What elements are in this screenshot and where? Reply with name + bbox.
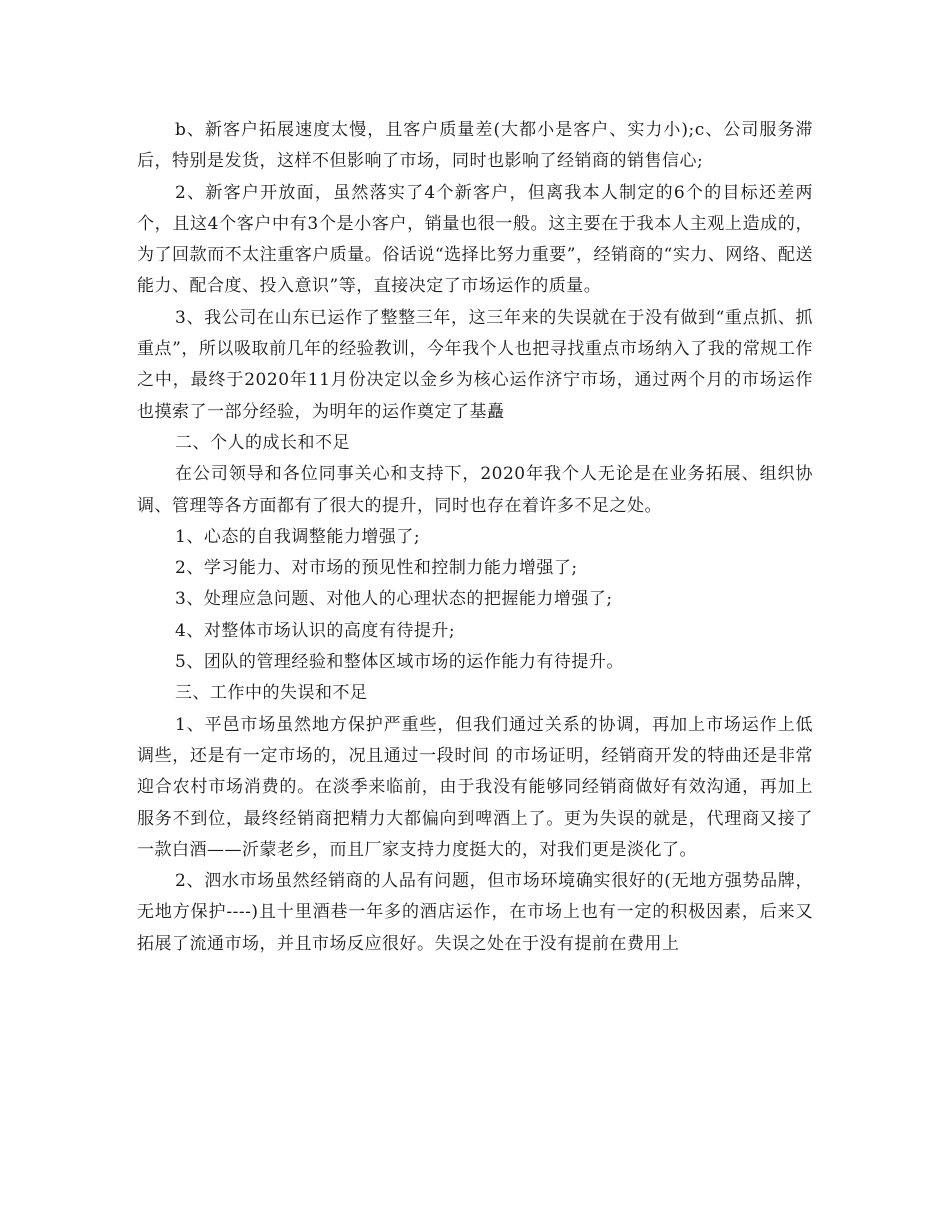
paragraph-sishui-market: 2、泗水市场虽然经销商的人品有问题，但市场环境确实很好的(无地方强势品牌，无地方保护----)且十里酒巷一年多的酒店运作，在市场上也有一定的积极因素，后来又拓展了流通市场，并且市场反应很好。失误之处在于没有提前在费用上 [137, 871, 813, 954]
list-item-growth-5: 5、团队的管理经验和整体区域市场的运作能力有待提升。 [175, 652, 624, 673]
document-body [137, 115, 813, 960]
list-item-growth-1: 1、心态的自我调整能力增强了; [175, 526, 421, 547]
list-item-growth-3: 3、处理应急问题、对他人的心理状态的把握能力增强了; [175, 589, 613, 610]
section-heading-mistakes: 三、工作中的失误和不足 [175, 683, 368, 704]
paragraph-growth-intro: 在公司领导和各位同事关心和支持下，2020年我个人无论是在业务拓展、组织协调、管理等各方面都有了很大的提升，同时也存在着许多不足之处。 [137, 464, 813, 516]
paragraph-new-customers: 2、新客户开放面，虽然落实了4个新客户，但离我本人制定的6个的目标还差两个，且这4个客户中有3个是小客户，销量也很一般。这主要在于我本人主观上造成的，为了回款而不太注重客户质量。俗话说“选择比努力重要”，经销商的“实力、网络、配送能力、配合度、投入意识”等，直接决定了市场运作的质量。 [137, 182, 813, 297]
section-heading-growth: 二、个人的成长和不足 [175, 432, 350, 453]
paragraph-issue-b: b、新客户拓展速度太慢，且客户质量差(大都小是客户、实力小);c、公司服务滞后，特别是发货，这样不但影响了市场，同时也影响了经销商的销售信心; [137, 120, 813, 172]
paragraph-key-market: 3、我公司在山东已运作了整整三年，这三年来的失误就在于没有做到“重点抓、抓重点”，所以吸取前几年的经验教训，今年我个人也把寻找重点市场纳入了我的常规工作之中，最终于2020年11月份决定以金乡为核心运作济宁市场，通过两个月的市场运作也摸索了一部分经验，为明年的运作奠定了基矗 [137, 307, 813, 422]
paragraph-pingyi-market: 1、平邑市场虽然地方保护严重些，但我们通过关系的协调，再加上市场运作上低调些，还是有一定市场的，况且通过一段时间 的市场证明，经销商开发的特曲还是非常迎合农村市场消费的。在淡季来临前，由于我没有能够同经销商做好有效沟通，再加上服务不到位，最终经销商把精力大都偏向到啤酒上了。更为失误的就是，代理商又接了一款白酒——沂蒙老乡，而且厂家支持力度挺大的，对我们更是淡化了。 [137, 714, 813, 860]
list-item-growth-2: 2、学习能力、对市场的预见性和控制力能力增强了; [175, 558, 578, 579]
list-item-growth-4: 4、对整体市场认识的高度有待提升; [175, 620, 456, 641]
